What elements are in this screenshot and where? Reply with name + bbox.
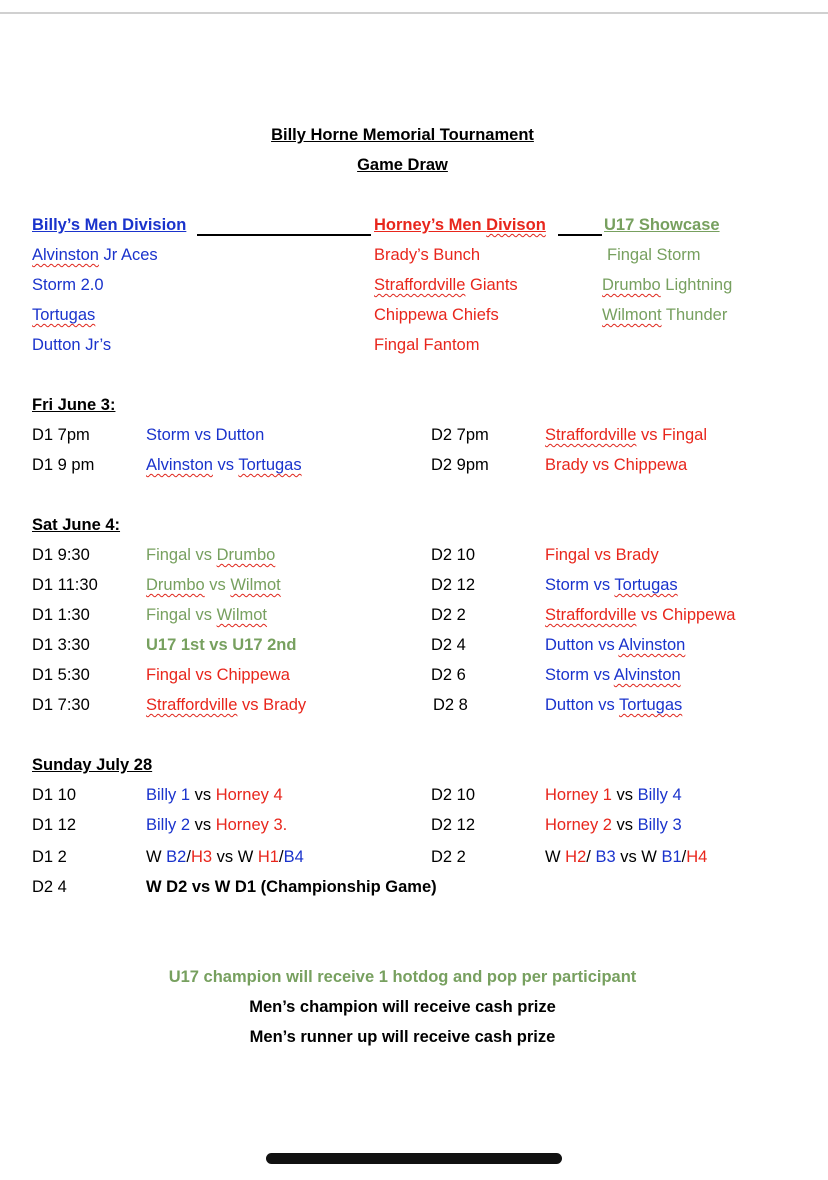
- billy-team-1: Alvinston Jr Aces: [32, 246, 158, 264]
- game-slot: D2 12: [431, 816, 476, 834]
- horney-team-3: Chippewa Chiefs: [374, 306, 499, 324]
- game-slot: D1 1:30: [32, 606, 90, 624]
- game-slot: D1 7:30: [32, 696, 90, 714]
- game-slot: D1 9 pm: [32, 456, 95, 474]
- billy-team-2: Storm 2.0: [32, 276, 104, 294]
- billy-team-4: Dutton Jr’s: [32, 336, 112, 354]
- billy-header-rule: [197, 234, 371, 236]
- game-slot: D1 5:30: [32, 666, 90, 684]
- u17-team-3: Wilmont Thunder: [602, 306, 728, 324]
- u17-prize: U17 champion will receive 1 hotdog and pop per participant: [168, 968, 637, 986]
- game-matchup: Fingal vs Wilmot: [146, 606, 268, 624]
- game-slot: D2 9pm: [431, 456, 489, 474]
- mens-champion-prize: Men’s champion will receive cash prize: [249, 998, 556, 1016]
- billy-team-3: Tortugas: [32, 306, 96, 324]
- fri-header: Fri June 3:: [32, 396, 116, 414]
- home-indicator[interactable]: [266, 1153, 562, 1164]
- sat-header: Sat June 4:: [32, 516, 121, 534]
- document-subtitle: Game Draw: [357, 156, 448, 174]
- game-matchup: Dutton vs Alvinston: [545, 636, 686, 654]
- game-slot: D2 2: [431, 606, 466, 624]
- championship-matchup: W D2 vs W D1 (Championship Game): [146, 878, 437, 896]
- game-matchup: Straffordville vs Brady: [146, 696, 307, 714]
- mens-runner-up-prize: Men’s runner up will receive cash prize: [249, 1028, 556, 1046]
- game-slot: D1 10: [32, 786, 77, 804]
- game-slot: D2 7pm: [431, 426, 489, 444]
- game-matchup: Straffordville vs Chippewa: [545, 606, 736, 624]
- game-matchup: Storm vs Tortugas: [545, 576, 678, 594]
- game-matchup: Alvinston vs Tortugas: [146, 456, 302, 474]
- game-slot: D1 2: [32, 848, 67, 866]
- horney-division-header: Horney’s Men Divison: [374, 216, 546, 234]
- game-slot: D2 4: [32, 878, 67, 896]
- top-divider: [0, 12, 828, 14]
- document-title: Billy Horne Memorial Tournament: [271, 126, 534, 144]
- game-matchup: Horney 2 vs Billy 3: [545, 816, 682, 834]
- u17-team-2: Drumbo Lightning: [602, 276, 733, 294]
- horney-header-rule: [558, 234, 602, 236]
- game-matchup: Fingal vs Chippewa: [146, 666, 290, 684]
- game-slot: D2 2: [431, 848, 466, 866]
- game-matchup: Billy 2 vs Horney 3.: [146, 816, 288, 834]
- game-slot: D2 10: [431, 546, 476, 564]
- game-slot: D1 3:30: [32, 636, 90, 654]
- game-slot: D2 8: [433, 696, 468, 714]
- game-matchup: Fingal vs Drumbo: [146, 546, 276, 564]
- game-slot: D1 11:30: [32, 576, 98, 594]
- game-slot: D1 12: [32, 816, 77, 834]
- horney-team-4: Fingal Fantom: [374, 336, 480, 354]
- u17-team-1: Fingal Storm: [607, 246, 701, 264]
- game-matchup: Storm vs Dutton: [146, 426, 265, 444]
- u17-division-header: U17 Showcase: [604, 216, 720, 234]
- game-matchup: Fingal vs Brady: [545, 546, 659, 564]
- game-matchup: Horney 1 vs Billy 4: [545, 786, 682, 804]
- game-matchup: Drumbo vs Wilmot: [146, 576, 281, 594]
- game-slot: D2 12: [431, 576, 476, 594]
- game-matchup: Straffordville vs Fingal: [545, 426, 708, 444]
- horney-team-1: Brady’s Bunch: [374, 246, 481, 264]
- game-matchup: Storm vs Alvinston: [545, 666, 681, 684]
- game-matchup: W H2/ B3 vs W B1/H4: [545, 848, 708, 866]
- game-slot: D1 7pm: [32, 426, 90, 444]
- game-slot: D2 4: [431, 636, 466, 654]
- game-matchup: W B2/H3 vs W H1/B4: [146, 848, 304, 866]
- game-matchup: Dutton vs Tortugas: [545, 696, 683, 714]
- game-matchup: Billy 1 vs Horney 4: [146, 786, 283, 804]
- billy-division-header: Billy’s Men Division: [32, 216, 187, 234]
- game-matchup: Brady vs Chippewa: [545, 456, 688, 474]
- game-slot: D1 9:30: [32, 546, 90, 564]
- game-slot: D2 10: [431, 786, 476, 804]
- game-slot: D2 6: [431, 666, 466, 684]
- horney-team-2: Straffordville Giants: [374, 276, 518, 294]
- sun-header: Sunday July 28: [32, 756, 153, 774]
- game-matchup: U17 1st vs U17 2nd: [146, 636, 297, 654]
